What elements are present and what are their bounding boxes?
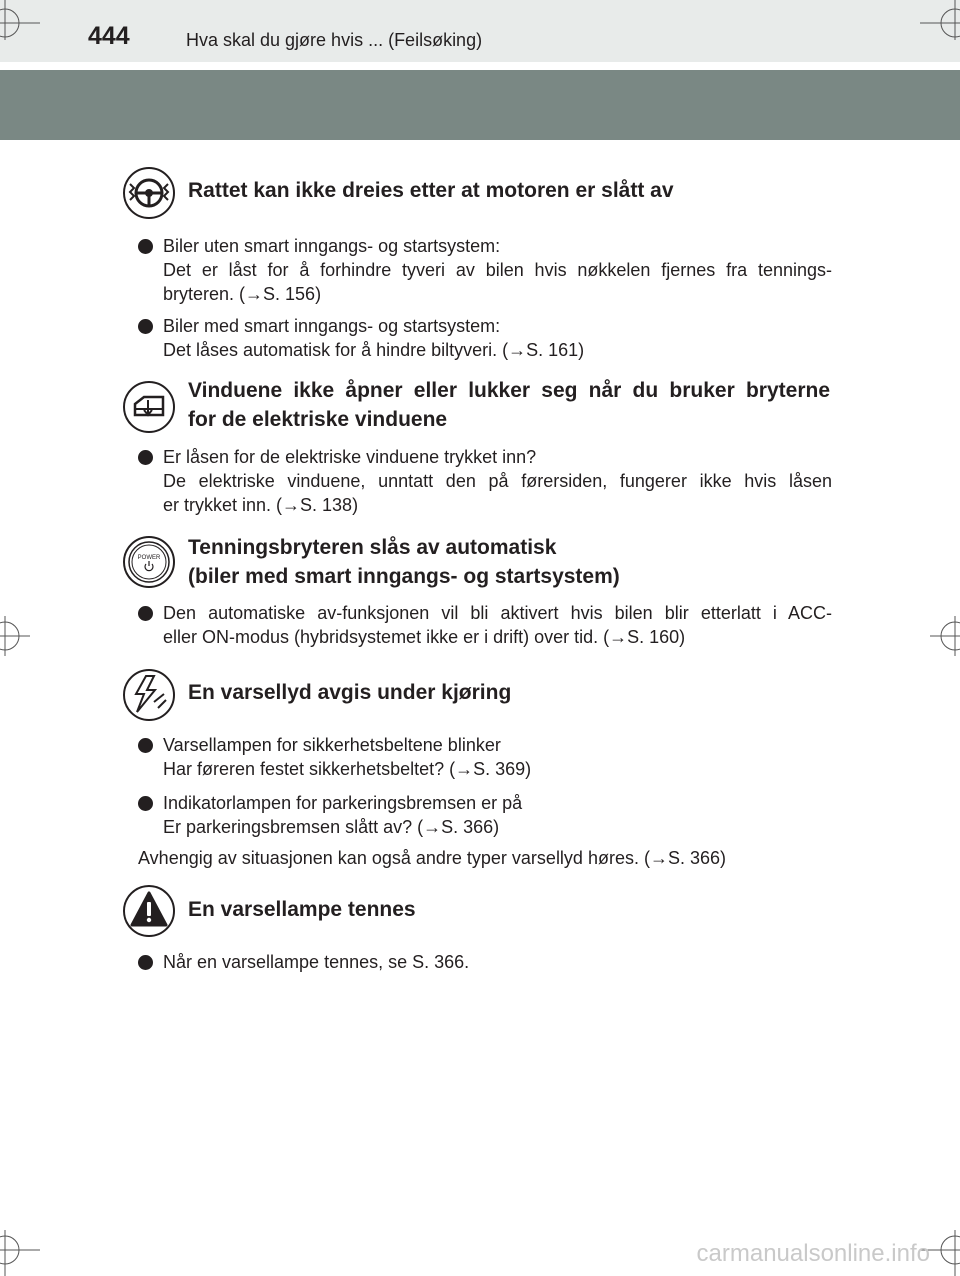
bullet-icon xyxy=(138,239,153,254)
bullet-icon xyxy=(138,450,153,465)
bullet-icon xyxy=(138,606,153,621)
section-title: for de elektriske vinduene xyxy=(188,408,448,431)
item-line: bryteren. (→S. 156) xyxy=(163,284,322,304)
section-banner xyxy=(0,70,960,140)
page-number: 444 xyxy=(88,22,130,50)
item-line: Er parkeringsbremsen slått av? (→S. 366) xyxy=(163,817,500,837)
item-heading: Biler uten smart inngangs- og startsystem: xyxy=(163,236,501,256)
power-switch-icon xyxy=(122,535,176,589)
section-title: Tenningsbryteren slås av automatisk xyxy=(188,536,557,559)
list-item xyxy=(138,950,832,974)
section-title: En varsellyd avgis under kjøring xyxy=(188,681,512,704)
crop-mark-icon xyxy=(930,616,960,656)
item-line: Det er låst for å forhindre tyveri av bilen hvis nøkkelen fjernes fra tennings- xyxy=(163,260,832,280)
item-heading: Når en varsellampe tennes, se S. 366. xyxy=(163,952,470,972)
window-lock-icon xyxy=(122,380,176,434)
section-note: Avhengig av situasjonen kan også andre typer varsellyd høres. (→S. 366) xyxy=(138,848,726,868)
section-title: En varsellampe tennes xyxy=(188,898,416,921)
list-item xyxy=(138,314,832,362)
crop-mark-icon xyxy=(0,0,40,40)
steering-lock-icon xyxy=(122,166,176,220)
bullet-icon xyxy=(138,319,153,334)
list-item xyxy=(138,445,832,517)
item-line: eller ON-modus (hybridsystemet ikke er i drift) over tid. (→S. 160) xyxy=(163,627,686,647)
section-title: Rattet kan ikke dreies etter at motoren er slått av xyxy=(188,179,674,202)
bullet-icon xyxy=(138,738,153,753)
list-item xyxy=(138,601,832,649)
item-heading: Varsellampen for sikkerhetsbeltene blinker xyxy=(163,735,501,755)
item-line: Har føreren festet sikkerhetsbeltet? (→S. 369) xyxy=(163,759,532,779)
crop-mark-icon xyxy=(0,616,30,656)
item-heading: Biler med smart inngangs- og startsystem: xyxy=(163,316,501,336)
section-title: (biler med smart inngangs- og startsystem) xyxy=(188,565,620,588)
bullet-icon xyxy=(138,955,153,970)
list-item xyxy=(138,733,832,781)
warning-triangle-icon xyxy=(122,884,176,938)
list-item xyxy=(138,234,832,306)
watermark: carmanualsonline.info xyxy=(696,1240,930,1267)
item-heading: Indikatorlampen for parkeringsbremsen er på xyxy=(163,793,523,813)
item-heading: Den automatiske av-funksjonen vil bli aktivert hvis bilen blir etterlatt i ACC- xyxy=(163,603,832,623)
item-line: De elektriske vinduene, unntatt den på førersiden, fungerer ikke hvis låsen xyxy=(163,471,832,491)
warning-buzzer-icon xyxy=(122,668,176,722)
crop-mark-icon xyxy=(920,0,960,40)
bullet-icon xyxy=(138,796,153,811)
power-label: POWER xyxy=(137,555,161,561)
item-line: Det låses automatisk for å hindre biltyveri. (→S. 161) xyxy=(163,340,585,360)
crop-mark-icon xyxy=(0,1230,40,1276)
section-title: Vinduene ikke åpner eller lukker seg når du bruker bryterne xyxy=(188,379,830,402)
item-line: er trykket inn. (→S. 138) xyxy=(163,495,359,515)
chapter-title: Hva skal du gjøre hvis ... (Feilsøking) xyxy=(186,30,483,50)
list-item xyxy=(138,791,832,839)
item-heading: Er låsen for de elektriske vinduene trykket inn? xyxy=(163,447,537,467)
